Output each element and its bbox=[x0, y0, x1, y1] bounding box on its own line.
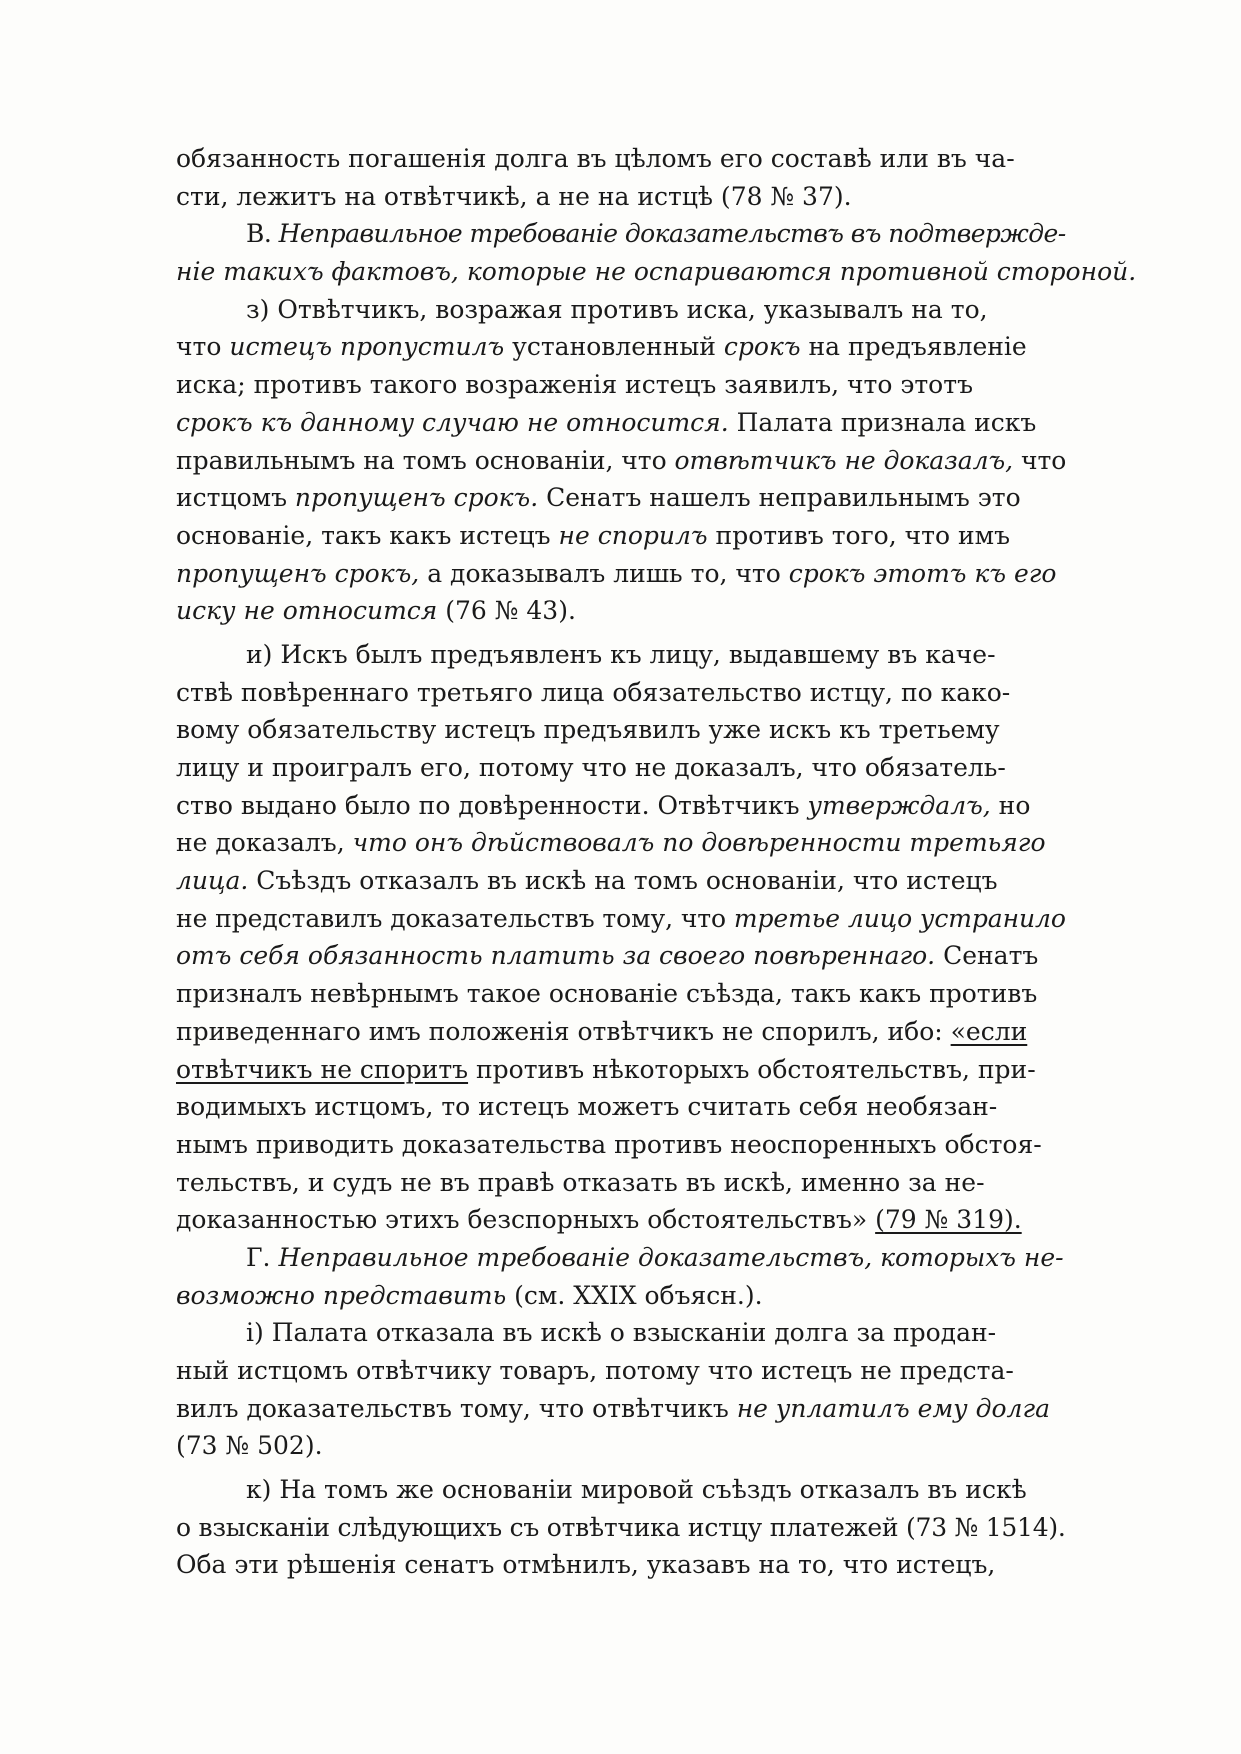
text-segment: ніе такихъ фактовъ, которые не оспариваются противной стороной. bbox=[176, 257, 1137, 287]
text-line bbox=[176, 1277, 1066, 1315]
text-segment: но bbox=[990, 790, 1031, 820]
text-segment: Оба эти рѣшенія сенатъ отмѣнилъ, указавъ на то, что истецъ, bbox=[176, 1550, 996, 1580]
text-line bbox=[176, 900, 1066, 938]
text-line bbox=[176, 178, 1066, 216]
text-segment: отъ себя обязанность платить за своего повѣреннаго. bbox=[176, 941, 936, 971]
text-segment: иску не относится bbox=[176, 596, 438, 626]
text-line bbox=[176, 1546, 1066, 1584]
text-line bbox=[176, 1164, 1066, 1202]
text-segment: (76 № 43). bbox=[437, 596, 576, 626]
text-line bbox=[176, 636, 1066, 674]
text-segment: пропущенъ срокъ, bbox=[176, 558, 420, 588]
text-line bbox=[176, 366, 1066, 404]
text-segment: не представилъ доказательствъ тому, что bbox=[176, 903, 734, 933]
text-line bbox=[176, 1509, 1066, 1547]
text-line bbox=[176, 517, 1066, 555]
body-text bbox=[176, 140, 1137, 1584]
text-segment: истцомъ bbox=[176, 483, 295, 513]
text-segment: истецъ пропустилъ bbox=[229, 332, 505, 362]
text-line bbox=[176, 1427, 1066, 1465]
text-segment: доказанностью этихъ безспорныхъ обстоятельствъ» bbox=[176, 1205, 876, 1235]
text-segment: ствѣ повѣреннаго третьяго лица обязательство истцу, по како- bbox=[176, 677, 1011, 707]
text-segment: вому обязательству истецъ предъявилъ уже искъ къ третьему bbox=[176, 715, 1000, 745]
text-line bbox=[176, 1126, 1066, 1164]
text-segment: и) Искъ былъ предъявленъ къ лицу, выдавшему въ каче- bbox=[246, 639, 996, 669]
text-line bbox=[176, 787, 1066, 825]
text-segment: (73 № 502). bbox=[176, 1431, 323, 1461]
text-segment: основаніе, такъ какъ истецъ bbox=[176, 520, 559, 550]
text-line bbox=[176, 1352, 1066, 1390]
text-line bbox=[176, 215, 1066, 253]
text-line bbox=[176, 592, 1066, 630]
text-segment: обязанность погашенія долга въ цѣломъ его составѣ или въ ча- bbox=[176, 144, 1015, 173]
text-segment: что bbox=[1013, 445, 1067, 475]
text-line bbox=[176, 975, 1066, 1013]
text-line bbox=[176, 674, 1066, 712]
text-segment: возможно представить bbox=[176, 1280, 507, 1310]
text-segment: правильнымъ на томъ основаніи, что bbox=[176, 445, 675, 475]
text-segment: призналъ невѣрнымъ такое основаніе съѣзда, такъ какъ противъ bbox=[176, 979, 1038, 1009]
text-line bbox=[176, 824, 1066, 862]
text-line bbox=[176, 862, 1066, 900]
text-segment: пропущенъ срокъ. bbox=[294, 483, 539, 513]
text-segment: «если bbox=[950, 1016, 1028, 1046]
text-segment: а доказывалъ лишь то, что bbox=[419, 558, 789, 588]
text-segment: нымъ приводить доказательства противъ неоспоренныхъ обстоя- bbox=[176, 1129, 1042, 1159]
text-segment: срокъ bbox=[723, 332, 801, 362]
text-line bbox=[176, 253, 1137, 291]
text-line bbox=[176, 140, 1066, 178]
text-segment: противъ того, что имъ bbox=[707, 520, 1010, 550]
text-segment: водимыхъ истцомъ, то истецъ можетъ считать себя необязан- bbox=[176, 1092, 998, 1122]
text-line bbox=[176, 749, 1066, 787]
text-segment: не доказалъ, bbox=[176, 828, 353, 858]
text-segment: противъ нѣкоторыхъ обстоятельствъ, при- bbox=[468, 1054, 1036, 1084]
text-segment: на предъявленіе bbox=[800, 332, 1027, 362]
text-segment: і) Палата отказала въ искѣ о взысканіи долга за продан- bbox=[246, 1318, 997, 1348]
text-segment: сти, лежитъ на отвѣтчикѣ, а не на истцѣ (78 № 37). bbox=[176, 181, 852, 211]
text-segment: Съѣздъ отказалъ въ искѣ на томъ основаніи, что истецъ bbox=[248, 866, 998, 896]
text-segment: отвѣтчикъ не доказалъ, bbox=[674, 445, 1014, 475]
text-segment: Неправильное требованіе доказательствъ въ подтвержде- bbox=[278, 219, 1066, 249]
text-segment: третье лицо устранило bbox=[733, 903, 1066, 933]
text-segment: не уплатилъ ему долга bbox=[736, 1393, 1050, 1423]
text-line bbox=[176, 1390, 1066, 1428]
text-segment: Г. bbox=[246, 1242, 279, 1272]
text-segment: вилъ доказательствъ тому, что отвѣтчикъ bbox=[176, 1393, 737, 1423]
text-segment: Палата признала искъ bbox=[728, 407, 1037, 437]
text-line bbox=[176, 1013, 1066, 1051]
text-segment: не спорилъ bbox=[558, 520, 708, 550]
text-segment: Сенатъ нашелъ неправильнымъ это bbox=[538, 483, 1021, 513]
text-segment: иска; противъ такого возраженія истецъ заявилъ, что этотъ bbox=[176, 370, 973, 400]
text-segment: Неправильное требованіе доказательствъ, которыхъ не- bbox=[278, 1242, 1064, 1272]
text-line bbox=[176, 479, 1066, 517]
text-segment: (79 № 319). bbox=[875, 1205, 1022, 1235]
text-segment: о взысканіи слѣдующихъ съ отвѣтчика истцу платежей (73 № 1514). bbox=[176, 1512, 1066, 1542]
text-segment: (см. XXIX объясн.). bbox=[506, 1280, 763, 1310]
text-line bbox=[176, 291, 1066, 329]
text-segment: тельствъ, и судъ не въ правѣ отказать въ искѣ, именно за не- bbox=[176, 1167, 985, 1197]
text-segment: срокъ этотъ къ его bbox=[788, 558, 1057, 588]
text-line bbox=[176, 328, 1066, 366]
text-segment: з) Отвѣтчикъ, возражая противъ иска, указывалъ на то, bbox=[246, 294, 988, 324]
text-line bbox=[176, 1201, 1066, 1239]
text-segment: к) На томъ же основаніи мировой съѣздъ отказалъ въ искѣ bbox=[246, 1475, 1027, 1505]
text-segment: что bbox=[176, 332, 230, 362]
text-segment: Сенатъ bbox=[935, 941, 1039, 971]
text-segment: лицу и проигралъ его, потому что не доказалъ, что обязатель- bbox=[176, 753, 1006, 782]
text-segment: утверждалъ, bbox=[807, 790, 991, 820]
text-segment: что онъ дѣйствовалъ по довѣренности третьяго bbox=[352, 828, 1046, 858]
text-line bbox=[176, 404, 1066, 442]
text-line bbox=[176, 1088, 1066, 1126]
text-line bbox=[176, 442, 1066, 480]
text-line bbox=[176, 1471, 1066, 1509]
text-segment: установленный bbox=[504, 332, 724, 362]
text-segment: лица. bbox=[176, 866, 249, 896]
text-line bbox=[176, 711, 1066, 749]
text-line bbox=[176, 555, 1066, 593]
text-line bbox=[176, 937, 1066, 975]
text-segment: ный истцомъ отвѣтчику товаръ, потому что истецъ не предста- bbox=[176, 1356, 1014, 1385]
text-segment: приведеннаго имъ положенія отвѣтчикъ не спорилъ, ибо: bbox=[176, 1016, 951, 1046]
text-segment: ство выдано было по довѣренности. Отвѣтчикъ bbox=[176, 790, 808, 820]
text-line bbox=[176, 1314, 1066, 1352]
text-segment: В. bbox=[246, 219, 279, 249]
text-line bbox=[176, 1239, 1066, 1277]
text-segment: срокъ къ данному случаю не относится. bbox=[176, 407, 729, 437]
text-line bbox=[176, 1051, 1066, 1089]
text-segment: отвѣтчикъ не споритъ bbox=[176, 1054, 469, 1084]
